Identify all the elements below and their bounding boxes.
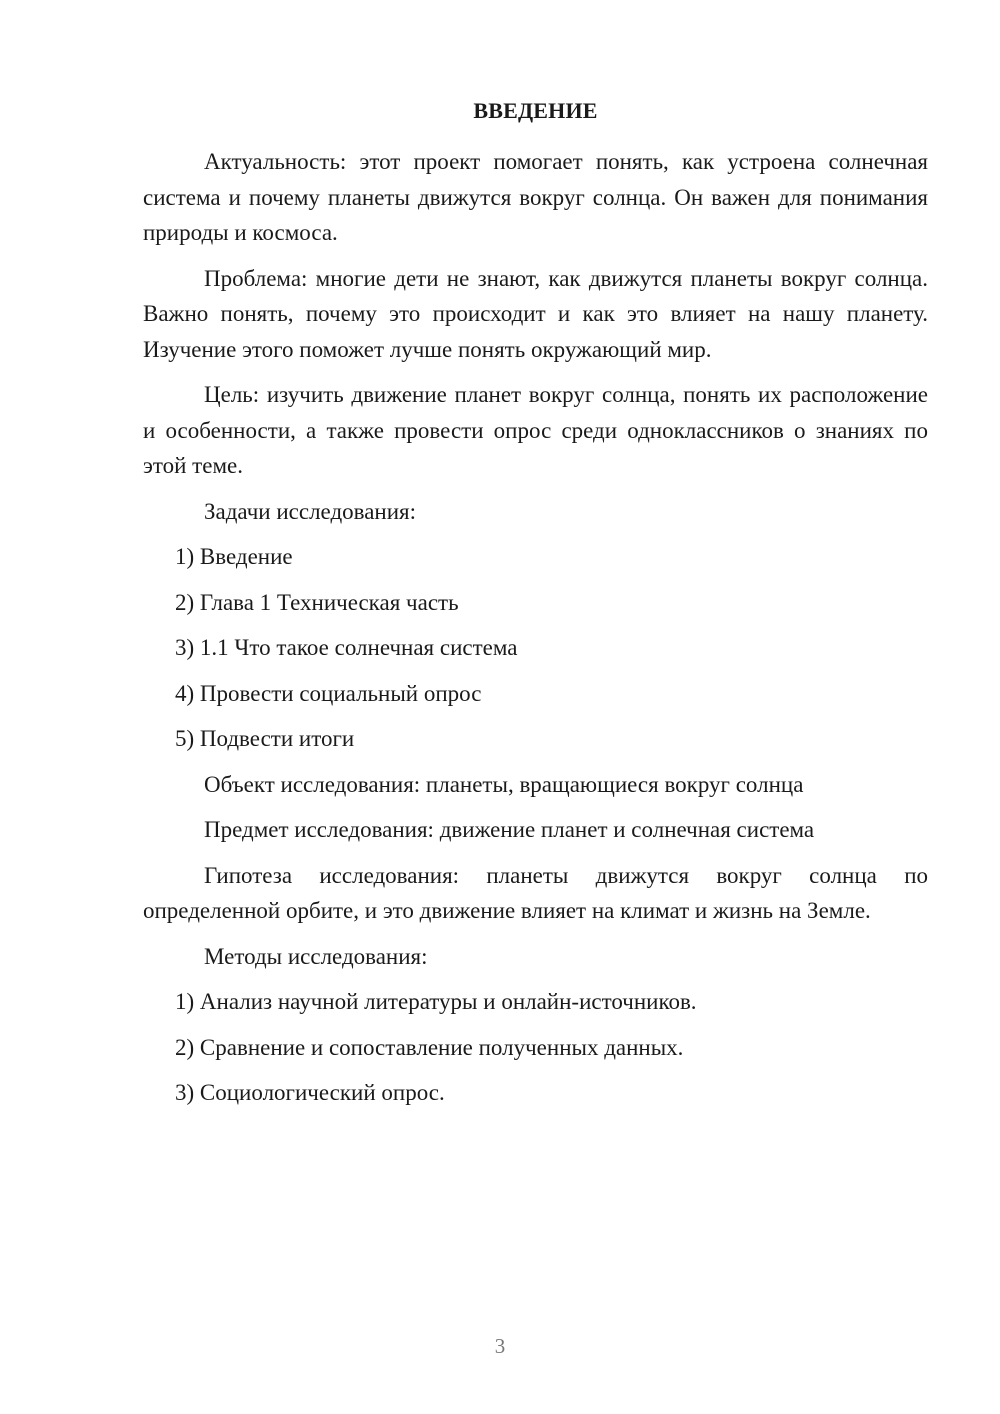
page-number: 3 xyxy=(494,1334,506,1358)
list-item: 2) Сравнение и сопоставление полученных данных. xyxy=(175,1034,684,1060)
list-item: 1) Введение xyxy=(175,544,293,569)
goal-paragraph: Цель: изучить движение планет вокруг солнца, понять их расположение и особенности, а также провести опрос среди одноклассников о знаниях по этой теме. xyxy=(143,382,928,478)
relevance-paragraph: Актуальность: этот проект помогает понять, как устроена солнечная система и почему планеты движутся вокруг солнца. Он важен для понимания природы и космоса. xyxy=(143,149,928,245)
list-item: 3) Социологический опрос. xyxy=(175,1080,445,1105)
problem-paragraph: Проблема: многие дети не знают, как движутся планеты вокруг солнца. Важно понять, почему это происходит и как это влияет на нашу планету. Изучение этого поможет лучше понять окружающий мир. xyxy=(143,265,928,362)
list-item: 4) Провести социальный опрос xyxy=(175,680,482,706)
hypothesis-paragraph: Гипотеза исследования: планеты движутся вокруг солнца по определенной орбите, и это движение влияет на климат и жизнь на Земле. xyxy=(143,862,928,923)
list-item: 3) 1.1 Что такое солнечная система xyxy=(175,635,518,660)
methods-list xyxy=(143,984,928,1111)
page-title: ВВЕДЕНИЕ xyxy=(473,98,598,123)
tasks-heading: Задачи исследования: xyxy=(204,498,417,524)
document-body xyxy=(143,96,928,1121)
object-line: Объект исследования: планеты, вращающиеся вокруг солнца xyxy=(204,771,804,797)
list-item: 1) Анализ научной литературы и онлайн-источников. xyxy=(175,989,697,1014)
list-item: 5) Подвести итоги xyxy=(175,726,355,751)
methods-heading: Методы исследования: xyxy=(204,943,428,969)
subject-line: Предмет исследования: движение планет и солнечная система xyxy=(204,817,815,842)
tasks-list xyxy=(143,539,928,757)
list-item: 2) Глава 1 Техническая часть xyxy=(175,589,459,615)
